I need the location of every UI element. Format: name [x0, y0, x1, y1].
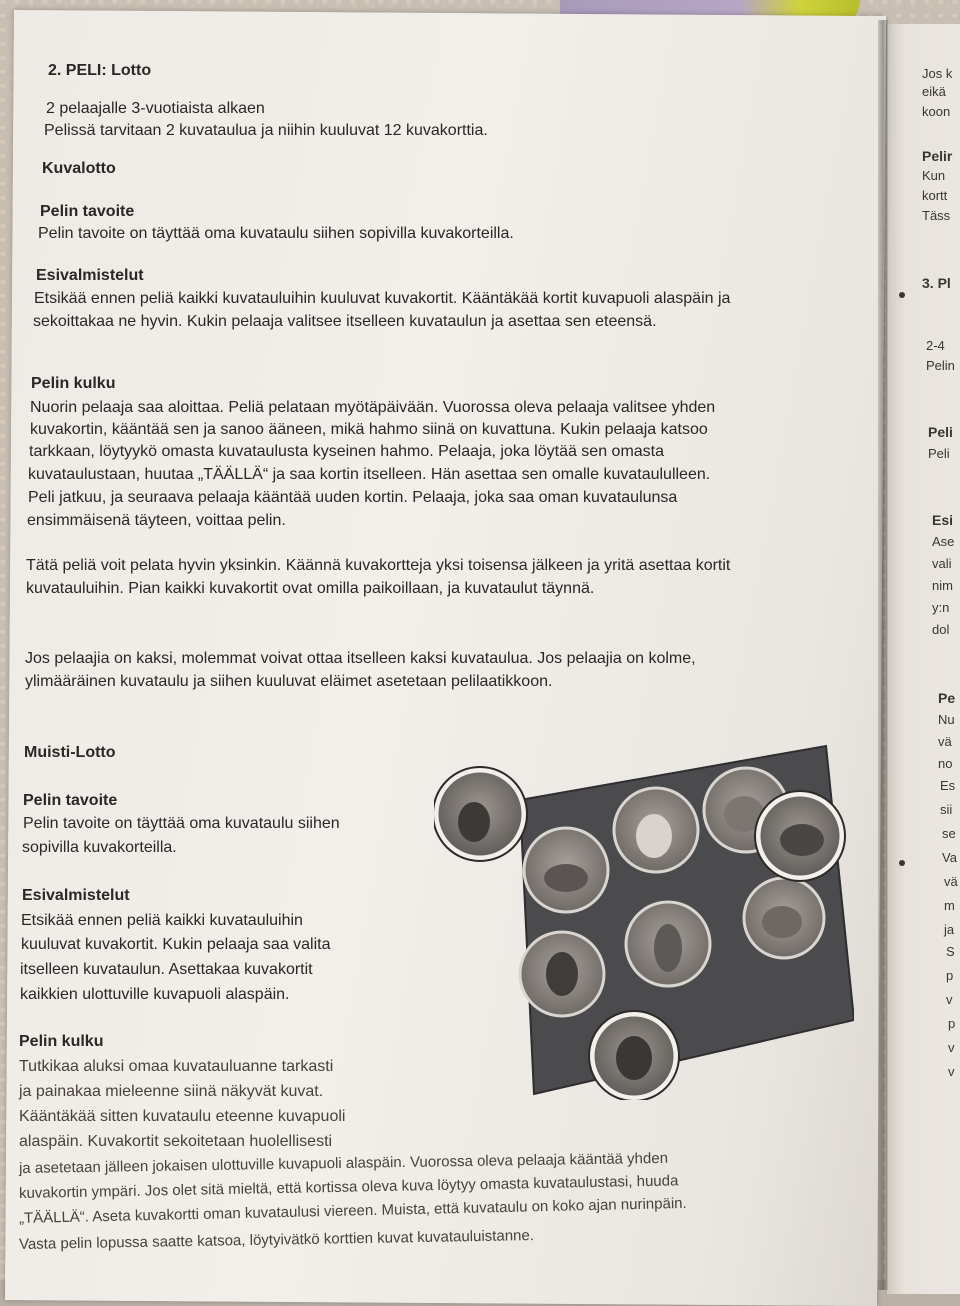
kuvalotto-solo-line: Tätä peliä voit pelata hyvin yksinkin. Käännä kuvakortteja yksi toisensa jälkeen ja yritä asettaa kortit: [26, 557, 731, 574]
kuvalotto-prep-heading: Esivalmistelut: [36, 267, 144, 284]
right-fragment: vali: [932, 556, 952, 571]
right-fragment: Pe: [938, 690, 956, 706]
right-fragment: nim: [932, 578, 953, 593]
right-fragment: p: [948, 1016, 956, 1031]
muisti-flow-line: ja painakaa mieleenne siinä näkyvät kuvat.: [19, 1083, 324, 1100]
right-fragment: eikä: [922, 84, 946, 99]
right-fragment: dol: [932, 622, 950, 637]
staple-bottom: [899, 860, 905, 866]
loose-card-top-left: [434, 767, 527, 861]
muisti-prep-line: Etsikää ennen peliä kaikki kuvatauluihin: [21, 912, 303, 929]
right-fragment: Ase: [932, 534, 955, 549]
right-fragment: S: [946, 944, 955, 959]
right-fragment: Pelir: [922, 148, 953, 164]
right-fragment: Pelin: [926, 358, 955, 373]
loose-card-right: [755, 791, 845, 881]
muisti-flow-heading: Pelin kulku: [19, 1033, 104, 1050]
right-fragment: Peli: [928, 446, 950, 461]
muisti-flow-line: alaspäin. Kuvakortit sekoitetaan huolellisesti: [19, 1133, 333, 1150]
right-fragment: 3. Pl: [922, 275, 951, 291]
right-fragment: Es: [940, 778, 956, 793]
board-card: [520, 932, 604, 1016]
kuvalotto-flow-line: Nuorin pelaaja saa aloittaa. Peliä pelataan myötäpäivään. Vuorossa oleva pelaaja valitsee yhden: [30, 399, 716, 416]
booklet-binding: [878, 20, 888, 1290]
kuvalotto-flow-line: Peli jatkuu, ja seuraava pelaaja kääntää uuden kortin. Pelaaja, joka saa oman kuvataulunsa: [28, 489, 678, 506]
kuvalotto-flow-line: kuvakortin, kääntää sen ja sanoo ääneen, mikä hahmo siinä on kuvattuna. Kukin pelaaja katsoo: [30, 421, 708, 438]
right-fragment: vä: [938, 734, 952, 749]
muisti-flow-line: Tutkikaa aluksi omaa kuvatauluanne tarkasti: [19, 1058, 334, 1075]
muisti-goal-line: sopivilla kuvakorteilla.: [22, 839, 177, 856]
right-fragment: Jos k: [922, 66, 953, 81]
right-fragment: Peli: [928, 424, 953, 440]
kuvalotto-flow-line: kuvataulustaan, huutaa „TÄÄLLÄ“ ja saa kortin itselleen. Hän asettaa sen omalle kuvataululleen.: [28, 466, 711, 483]
muisti-flow-line: kuvakortin ympäri. Jos olet sitä mieltä, että kortissa oleva kuva löytyy omasta kuvataulustasi, huuda: [18, 1172, 679, 1202]
muisti-goal-heading: Pelin tavoite: [23, 792, 118, 809]
right-fragment: Täss: [922, 208, 951, 223]
intro-line-2: Pelissä tarvitaan 2 kuvataulua ja niihin kuuluvat 12 kuvakorttia.: [44, 122, 488, 139]
right-fragment: Esi: [932, 512, 954, 528]
kuvalotto-flow-line: tarkkaan, löytyykö omasta kuvataulusta kyseinen hahmo. Pelaaja, joka löytää sen omasta: [29, 443, 665, 460]
right-fragment: ja: [944, 922, 955, 937]
board-card: [626, 902, 710, 986]
right-fragment: v: [946, 992, 953, 1007]
kuvalotto-solo-line: kuvatauluihin. Pian kaikki kuvakortit ovat omilla paikoillaan, ja kuvataulut täynnä.: [26, 580, 595, 597]
board-card: [744, 878, 824, 958]
kuvalotto-players-line: Jos pelaajia on kaksi, molemmat voivat ottaa itselleen kaksi kuvataulua. Jos pelaajia on kolme,: [25, 650, 696, 667]
loose-card-bottom: [589, 1011, 679, 1100]
kuvalotto-prep-line: sekoittakaa ne hyvin. Kukin pelaaja valitsee itselleen kuvataulun ja asettaa sen eteensä.: [33, 313, 657, 330]
muisti-prep-heading: Esivalmistelut: [22, 887, 130, 904]
muisti-flow-line: ja asetetaan jälleen jokaisen ulottuville kuvapuoli alaspäin. Vuorossa oleva pelaaja kääntää yhden: [18, 1149, 669, 1177]
right-fragment: p: [946, 968, 954, 983]
right-fragment: sii: [940, 802, 953, 817]
right-fragment: kortt: [922, 188, 948, 203]
lotto-board-illustration: [434, 738, 854, 1100]
muisti-prep-line: kuuluvat kuvakortit. Kukin pelaaja saa valita: [21, 936, 331, 953]
muisti-flow-line: Kääntäkää sitten kuvataulu eteenne kuvapuoli: [19, 1108, 346, 1125]
muisti-flow-line: „TÄÄLLÄ“. Aseta kuvakortti oman kuvataulusi viereen. Muista, että kuvataulu on koko ajan nurinpäin.: [18, 1194, 687, 1227]
kuvalotto-players-line: ylimääräinen kuvataulu ja siihen kuuluvat eläimet asetetaan pelilaatikkoon.: [25, 673, 553, 690]
kuvalotto-prep-line: Etsikää ennen peliä kaikki kuvatauluihin kuuluvat kuvakortit. Kääntäkää kortit kuvapuoli alaspäin ja: [34, 290, 731, 307]
intro-line-1: 2 pelaajalle 3-vuotiaista alkaen: [46, 100, 265, 117]
right-fragment: vä: [944, 874, 958, 889]
kuvalotto-flow-line: ensimmäisenä täyteen, voittaa pelin.: [27, 512, 286, 529]
right-fragment: y:n: [932, 600, 950, 615]
muisti-prep-line: itselleen kuvataulun. Asettakaa kuvakortit: [20, 961, 313, 978]
right-fragment: Va: [942, 850, 957, 865]
right-fragment: v: [948, 1040, 955, 1055]
right-fragment: se: [942, 826, 956, 841]
muisti-title: Muisti-Lotto: [24, 744, 116, 761]
kuvalotto-flow-heading: Pelin kulku: [31, 375, 116, 392]
right-fragment: koon: [922, 104, 951, 119]
right-fragment: m: [944, 898, 955, 913]
staple-top: [899, 292, 905, 298]
right-fragment: Kun: [922, 168, 946, 183]
right-fragment: 2-4: [926, 338, 945, 353]
right-fragment: Nu: [938, 712, 955, 727]
section-title: 2. PELI: Lotto: [48, 62, 152, 79]
board-card: [614, 788, 698, 872]
kuvalotto-title: Kuvalotto: [42, 160, 116, 177]
board-card: [524, 828, 608, 912]
muisti-goal-line: Pelin tavoite on täyttää oma kuvataulu siihen: [23, 815, 340, 832]
right-fragment: no: [938, 756, 953, 771]
kuvalotto-goal-text: Pelin tavoite on täyttää oma kuvataulu siihen sopivilla kuvakorteilla.: [38, 225, 514, 242]
muisti-prep-line: kaikkien ulottuville kuvapuoli alaspäin.: [20, 986, 290, 1003]
kuvalotto-goal-heading: Pelin tavoite: [40, 203, 135, 220]
muisti-flow-line: Vasta pelin lopussa saatte katsoa, löytyivätkö korttien kuvat kuvatauluistanne.: [18, 1227, 535, 1253]
right-fragment: v: [948, 1064, 955, 1079]
